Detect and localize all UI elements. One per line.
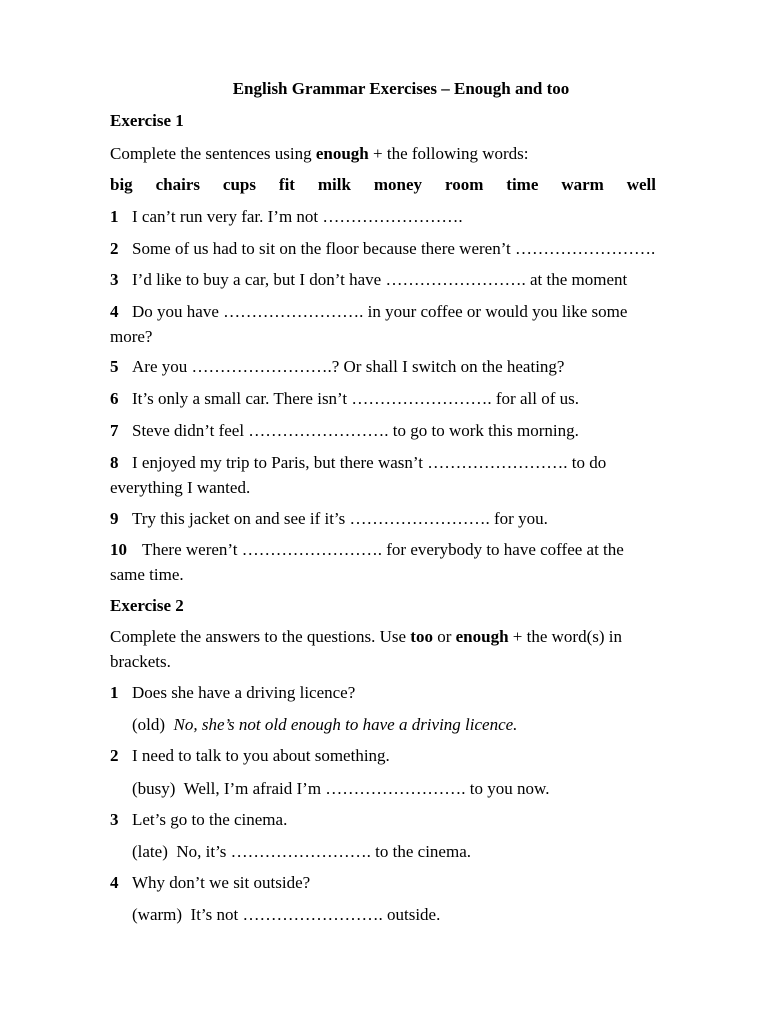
item-number: 6 <box>110 389 119 408</box>
exercise-2-instruction <box>110 624 696 649</box>
word-bank-item: time <box>506 175 539 194</box>
item-number: 4 <box>110 873 119 892</box>
question-text: I need to talk to you about something. <box>132 746 390 765</box>
exercise-1-item <box>110 236 708 261</box>
exercise-1-item <box>110 418 696 443</box>
instruction-text: Complete the answers to the questions. Use <box>110 627 411 646</box>
word-bank-item: fit <box>278 175 295 194</box>
item-text: I enjoyed my trip to Paris, but there wasn’t ……………………. to do <box>132 453 607 472</box>
instruction-keyword: enough <box>455 627 509 646</box>
exercise-1-item <box>110 386 696 411</box>
word-bank-item: chairs <box>155 175 200 194</box>
answer-text: Well, I’m afraid I’m ……………………. to you now. <box>183 779 550 798</box>
question-text: Let’s go to the cinema. <box>132 810 288 829</box>
item-number: 10 <box>110 540 127 559</box>
instruction-text: + the word(s) in <box>508 627 623 646</box>
item-text: Some of us had to sit on the floor because there weren’t ……………………. <box>132 239 656 258</box>
exercise-1-item-continued: same time. <box>110 565 184 584</box>
exercise-1-item <box>110 450 696 475</box>
answer-text: It’s not ……………………. outside. <box>190 905 441 924</box>
answer-hint: (busy) <box>132 779 176 798</box>
word-bank-item: money <box>373 175 423 194</box>
exercise-1-item <box>110 354 696 379</box>
exercise-1-item <box>110 537 696 562</box>
exercise-1-item <box>110 204 696 229</box>
exercise-2-question <box>110 807 696 832</box>
item-number: 1 <box>110 683 119 702</box>
item-number: 1 <box>110 207 119 226</box>
instruction-text: Complete the sentences using <box>110 144 316 163</box>
exercise-1-item <box>110 299 696 324</box>
item-text: Steve didn’t feel ……………………. to go to work this morning. <box>132 421 579 440</box>
example-answer: No, she’s not old enough to have a driving licence. <box>173 715 518 734</box>
item-number: 7 <box>110 421 119 440</box>
exercise-2-answer <box>132 712 696 737</box>
instruction-text: + the following words: <box>368 144 529 163</box>
exercise-1-item-continued: everything I wanted. <box>110 478 251 497</box>
exercise-1-instruction <box>110 141 696 166</box>
exercise-2-instruction-continued: brackets. <box>110 652 171 671</box>
item-number: 2 <box>110 746 119 765</box>
exercise-2-answer <box>132 776 696 801</box>
item-number: 3 <box>110 270 119 289</box>
item-text: Do you have ……………………. in your coffee or would you like some <box>132 302 628 321</box>
word-bank-item: cups <box>222 175 256 194</box>
item-text: I’d like to buy a car, but I don’t have ……………………. at the moment <box>132 270 628 289</box>
question-text: Why don’t we sit outside? <box>132 873 311 892</box>
instruction-keyword: too <box>410 627 433 646</box>
instruction-keyword: enough <box>315 144 369 163</box>
answer-hint: (late) <box>132 842 168 861</box>
page-title: English Grammar Exercises – Enough and too <box>232 79 570 98</box>
item-number: 9 <box>110 509 119 528</box>
item-number: 2 <box>110 239 119 258</box>
word-bank <box>110 172 656 197</box>
exercise-2-question <box>110 870 696 895</box>
exercise-1-heading: Exercise 1 <box>110 111 184 130</box>
item-text: There weren’t ……………………. for everybody to have coffee at the <box>142 540 624 559</box>
question-text: Does she have a driving licence? <box>132 683 356 702</box>
exercise-1-item <box>110 267 696 292</box>
exercise-2-question <box>110 743 696 768</box>
word-bank-item: well <box>626 175 656 194</box>
word-bank-item: warm <box>561 175 604 194</box>
answer-hint: (warm) <box>132 905 183 924</box>
item-text: Try this jacket on and see if it’s ……………………. for you. <box>132 509 548 528</box>
item-number: 5 <box>110 357 119 376</box>
answer-hint: (old) <box>132 715 166 734</box>
word-bank-item: milk <box>317 175 351 194</box>
answer-text: No, it’s ……………………. to the cinema. <box>176 842 471 861</box>
exercise-1-item-continued: more? <box>110 327 153 346</box>
exercise-2-heading: Exercise 2 <box>110 596 184 615</box>
item-number: 3 <box>110 810 119 829</box>
item-number: 4 <box>110 302 119 321</box>
exercise-2-question <box>110 680 696 705</box>
instruction-text: or <box>432 627 456 646</box>
item-number: 8 <box>110 453 119 472</box>
item-text: I can’t run very far. I’m not ……………………. <box>132 207 463 226</box>
item-text: Are you …………………….? Or shall I switch on the heating? <box>132 357 565 376</box>
exercise-2-answer <box>132 839 696 864</box>
word-bank-item: room <box>444 175 484 194</box>
exercise-1-item <box>110 506 696 531</box>
item-text: It’s only a small car. There isn’t ……………………. for all of us. <box>132 389 579 408</box>
word-bank-item: big <box>110 175 133 194</box>
exercise-2-answer <box>132 902 696 927</box>
